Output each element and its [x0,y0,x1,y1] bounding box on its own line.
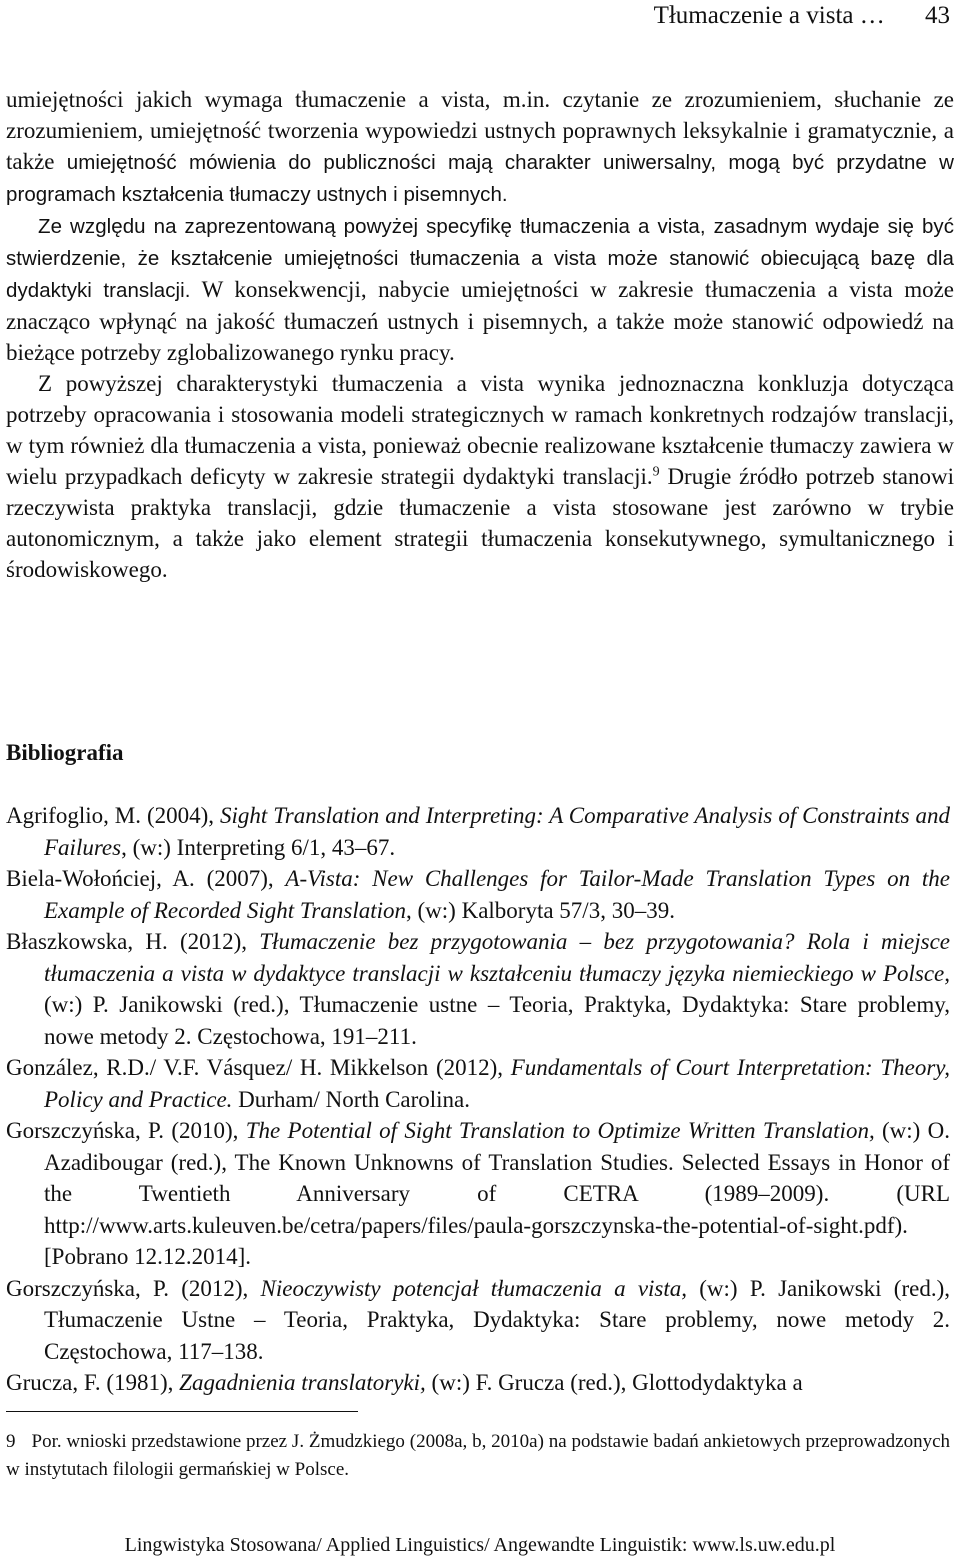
running-header-title: Tłumaczenie a vista … [653,2,885,29]
paragraph-3-part-a: Z powyższej charakterystyki tłumaczenia a vista wynika jednoznaczna konkluzja dotycząca potrzeby opracowania i stosowania modeli strategicznych w ramach konkretnych rodzajów translacji, w tym również dla tłumaczenia a vista, ponieważ obecnie realizowane kształcenie tłumaczy zawiera w wielu przypadkach deficyty w zakresie strategii dydaktyki translacji. [6,371,954,489]
paragraph-1-sans: umiejętność mówienia do publiczności mają charakter uniwersalny, mogą być przydatne w programach kształcenia tłumaczy ustnych i pisemnych. [6,151,955,206]
body-text [6,84,954,585]
entry-author: Grucza, F. (1981), [6,1370,180,1395]
entry-author: Gorszczyńska, P. (2012), [6,1275,261,1301]
footnote [6,1428,950,1484]
paragraph-1 [6,84,954,210]
bibliography-heading: Bibliografia [6,740,124,765]
paragraph-2 [6,210,954,368]
entry-title: Nieoczywisty potencjał tłumaczenia a vista, [260,1275,688,1301]
entry-source: (w:) P. Janikowski (red.), Tłumaczenie ustne – Teoria, Praktyka, Dydaktyka: Stare problemy, nowe metody 2. Częstochowa, 191–211. [44,992,950,1049]
entry-title: Sight Translation and Interpreting: A Comparative Analysis of Constraints and Failures [44,803,950,860]
entry-title: A-Vista: New Challenges for Tailor-Made Translation Types on the Example of Recorded Sight Translation [44,866,950,923]
entry-source: , (w:) Kalboryta 57/3, 30–39. [406,897,675,923]
entry-source: Durham/ North Carolina. [232,1086,471,1112]
footnote-divider [6,1411,358,1412]
paragraph-2-sans: Ze względu na zaprezentowaną powyżej specyfikę tłumaczenia a vista, zasadnym wydaje się być stwierdzenie, że kształcenie umiejętności tłumaczenia a vista może stanowić obiecującą bazę dla dydaktyki translacji. [6,215,954,302]
entry-source: (w:) F. Grucza (red.), Glottodydaktyka a [425,1370,803,1395]
running-footer: Lingwistyka Stosowana/ Applied Linguistics/ Angewandte Linguistik: www.ls.uw.edu.pl [124,1534,836,1556]
entry-title: The Potential of Sight Translation to Optimize Written Translation, [245,1118,875,1143]
entry-source: (w:) O. Azadibougar (red.), The Known Unknowns of Translation Studies. Selected Essays in Honor of the Twentieth Anniversary of CETRA (1989–2009). (URL http://www.arts.kuleuven.be/cetra/papers/files/paula-gorszczynska-the-potential-of-sight.pdf). [Pobrano 12.12.2014]. [44,1118,950,1269]
bibliography-entry [6,863,950,926]
paragraph-2-serif: W konsekwencji, nabycie umiejętności w zakresie tłumaczenia a vista może znacząco wpłynąć na jakość tłumaczeń ustnych i pisemnych, a także może stanowić odpowiedź na bieżące potrzeby zglobalizowanego rynku pracy. [6,277,954,365]
footnote-number: 9 [6,1431,16,1452]
footnote-text: Por. wnioski przedstawione przez J. Żmudzkiego (2008a, b, 2010a) na podstawie badań ankietowych przeprowadzonych w instytutach filologii germańskiej w Polsce. [6,1431,950,1480]
entry-title: Tłumaczenie bez przygotowania – bez przygotowania? Rola i miejsce tłumaczenia a vista w dydaktyce translacji w kształceniu tłumaczy języka niemieckiego w Polsce, [44,929,950,986]
paragraph-3 [6,368,954,585]
bibliography-entry [6,1052,950,1115]
entry-author: González, R.D./ V.F. Vásquez/ H. Mikkelson (2012), [6,1055,511,1080]
entry-author: Błaszkowska, H. (2012), [6,929,260,954]
entry-author: Biela-Wołońciej, A. (2007), [6,866,286,891]
bibliography-entry [6,800,950,863]
entry-title: Fundamentals of Court Interpretation: Theory, Policy and Practice. [44,1055,950,1112]
paragraph-3-part-b: Drugie źródło potrzeb stanowi rzeczywista praktyka translacji, gdzie tłumaczenie a vista stosowane jest zarówno w trybie autonomicznym, a także jako element strategii tłumaczenia konsekutywnego, symultanicznego i środowiskowego. [6,464,954,582]
entry-source: , (w:) Interpreting 6/1, 43–67. [121,834,396,860]
entry-title: Zagadnienia translatoryki, [179,1370,426,1395]
bibliography-entry [6,926,950,1052]
entry-source: (w:) P. Janikowski (red.), Tłumaczenie Ustne – Teoria, Praktyka, Dydaktyka: Stare problemy, nowe metody 2. Częstochowa, 117–138. [44,1275,950,1364]
page-number: 43 [925,2,950,29]
running-header [654,0,950,32]
entry-author: Gorszczyńska, P. (2010), [6,1118,246,1143]
bibliography-entry [6,1115,950,1273]
entry-author: Agrifoglio, M. (2004), [6,803,220,828]
footnote-reference[interactable]: 9 [652,464,660,480]
bibliography-entry [6,1273,950,1368]
paragraph-1-serif: umiejętności jakich wymaga tłumaczenie a vista, m.in. czytanie ze zrozumieniem, słuchanie ze zrozumieniem, umiejętność tworzenia wypowiedzi ustnych poprawnych leksykalnie i gramatycznie, a także [6,87,954,174]
bibliography-entry [6,1367,950,1399]
bibliography-list [6,800,950,1399]
